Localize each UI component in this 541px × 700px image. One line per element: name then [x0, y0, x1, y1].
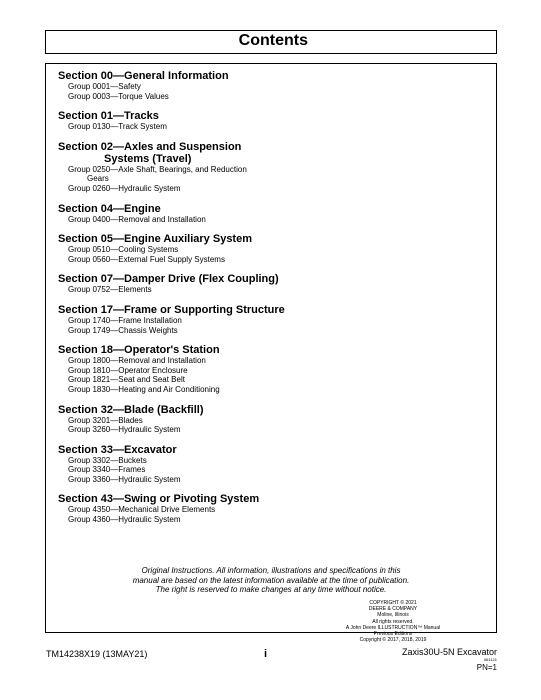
group-entry[interactable]: Group 3340—Frames [68, 465, 146, 475]
copyright-line: Previous Editions [373, 631, 413, 638]
footer-pn: PN=1 [476, 663, 497, 672]
notice-line: Original Instructions. All information, illustrations and specifications in this [141, 566, 401, 575]
section-01 [58, 110, 478, 132]
group-entry[interactable]: Group 1830—Heating and Air Conditioning [68, 384, 220, 394]
copyright-line: COPYRIGHT © 2021 [369, 600, 417, 606]
group-entry[interactable]: Group 1810—Operator Enclosure [68, 365, 188, 375]
group-entry[interactable]: Group 0752—Elements [68, 285, 152, 295]
group-entry[interactable]: Group 0560—External Fuel Supply Systems [68, 254, 225, 264]
group-entry[interactable]: Group 0250—Axle Shaft, Bearings, and Reduction [68, 164, 247, 174]
section-33 [58, 444, 478, 485]
copyright-line: All rights reserved. [372, 618, 414, 625]
section-title[interactable]: Section 01—Tracks [58, 110, 159, 123]
section-32 [58, 404, 478, 435]
group-entry[interactable]: Group 1821—Seat and Seat Belt [68, 375, 185, 385]
section-07 [58, 273, 478, 295]
group-entry[interactable]: Group 0001—Safety [68, 82, 141, 91]
section-17 [58, 304, 478, 335]
copyright-line: Copyright © 2017, 2018, 2019 [359, 637, 427, 644]
copyright-block [338, 600, 448, 643]
original-instructions-notice [46, 566, 496, 595]
section-title[interactable]: Section 32—Blade (Backfill) [58, 403, 204, 416]
group-entry[interactable]: Group 1800—Removal and Installation [68, 356, 206, 366]
section-02 [58, 141, 478, 194]
section-title-continued[interactable]: Systems (Travel) [104, 152, 192, 165]
group-entry[interactable]: Group 0003—Torque Values [68, 91, 169, 101]
page-title: Contents [238, 32, 308, 49]
group-entry[interactable]: Group 4350—Mechanical Drive Elements [68, 505, 216, 515]
section-18 [58, 344, 478, 394]
copyright-line: A John Deere ILLUSTRUCTION™ Manual [345, 624, 441, 631]
footer-model: Zaxis30U-5N Excavator [401, 647, 497, 657]
group-entry[interactable]: Group 3302—Buckets [68, 455, 147, 465]
group-entry[interactable]: Group 0400—Removal and Installation [68, 214, 206, 224]
group-entry[interactable]: Group 4360—Hydraulic System [68, 515, 181, 525]
contents-box [45, 63, 497, 644]
copyright-line: DEERE & COMPANY [368, 606, 418, 613]
copyright-line: Moline, Illinois [377, 612, 409, 619]
section-05 [58, 233, 478, 264]
section-title[interactable]: Section 18—Operator's Station [58, 344, 220, 357]
section-title[interactable]: Section 05—Engine Auxiliary System [58, 233, 252, 246]
group-entry[interactable]: Group 0130—Track System [68, 122, 167, 132]
group-entry[interactable]: Group 0260—Hydraulic System [68, 183, 181, 193]
group-entry[interactable]: Group 3201—Blades [68, 415, 143, 425]
section-title[interactable]: Section 00—General Information [58, 70, 229, 82]
section-title[interactable]: Section 33—Excavator [58, 443, 177, 456]
group-entry[interactable]: Group 1740—Frame Installation [68, 315, 182, 325]
group-entry[interactable]: Group 1749—Chassis Weights [68, 325, 178, 335]
notice-line: manual are based on the latest information available at the time of publication. [132, 575, 410, 585]
notice-line: The right is reserved to make changes at any time without notice. [155, 585, 387, 594]
section-title[interactable]: Section 17—Frame or Supporting Structure [58, 303, 285, 316]
section-title[interactable]: Section 43—Swing or Pivoting System [58, 493, 260, 506]
footer-code: 061121 [483, 657, 497, 662]
section-04 [58, 203, 478, 225]
section-title[interactable]: Section 04—Engine [58, 202, 161, 215]
group-entry-continued[interactable]: Gears [87, 174, 109, 184]
footer-doc-id: TM14238X19 (13MAY21) [46, 649, 148, 659]
group-entry[interactable]: Group 3360—Hydraulic System [68, 474, 181, 484]
group-entry[interactable]: Group 0510—Cooling Systems [68, 245, 179, 255]
title-box [45, 30, 497, 54]
section-00 [58, 70, 478, 101]
section-list [58, 70, 478, 534]
section-title[interactable]: Section 07—Damper Drive (Flex Coupling) [58, 273, 279, 286]
group-entry[interactable]: Group 3260—Hydraulic System [68, 425, 181, 435]
section-title[interactable]: Section 02—Axles and Suspension [58, 140, 242, 153]
footer-page-number: i [264, 648, 268, 660]
section-43 [58, 493, 478, 524]
